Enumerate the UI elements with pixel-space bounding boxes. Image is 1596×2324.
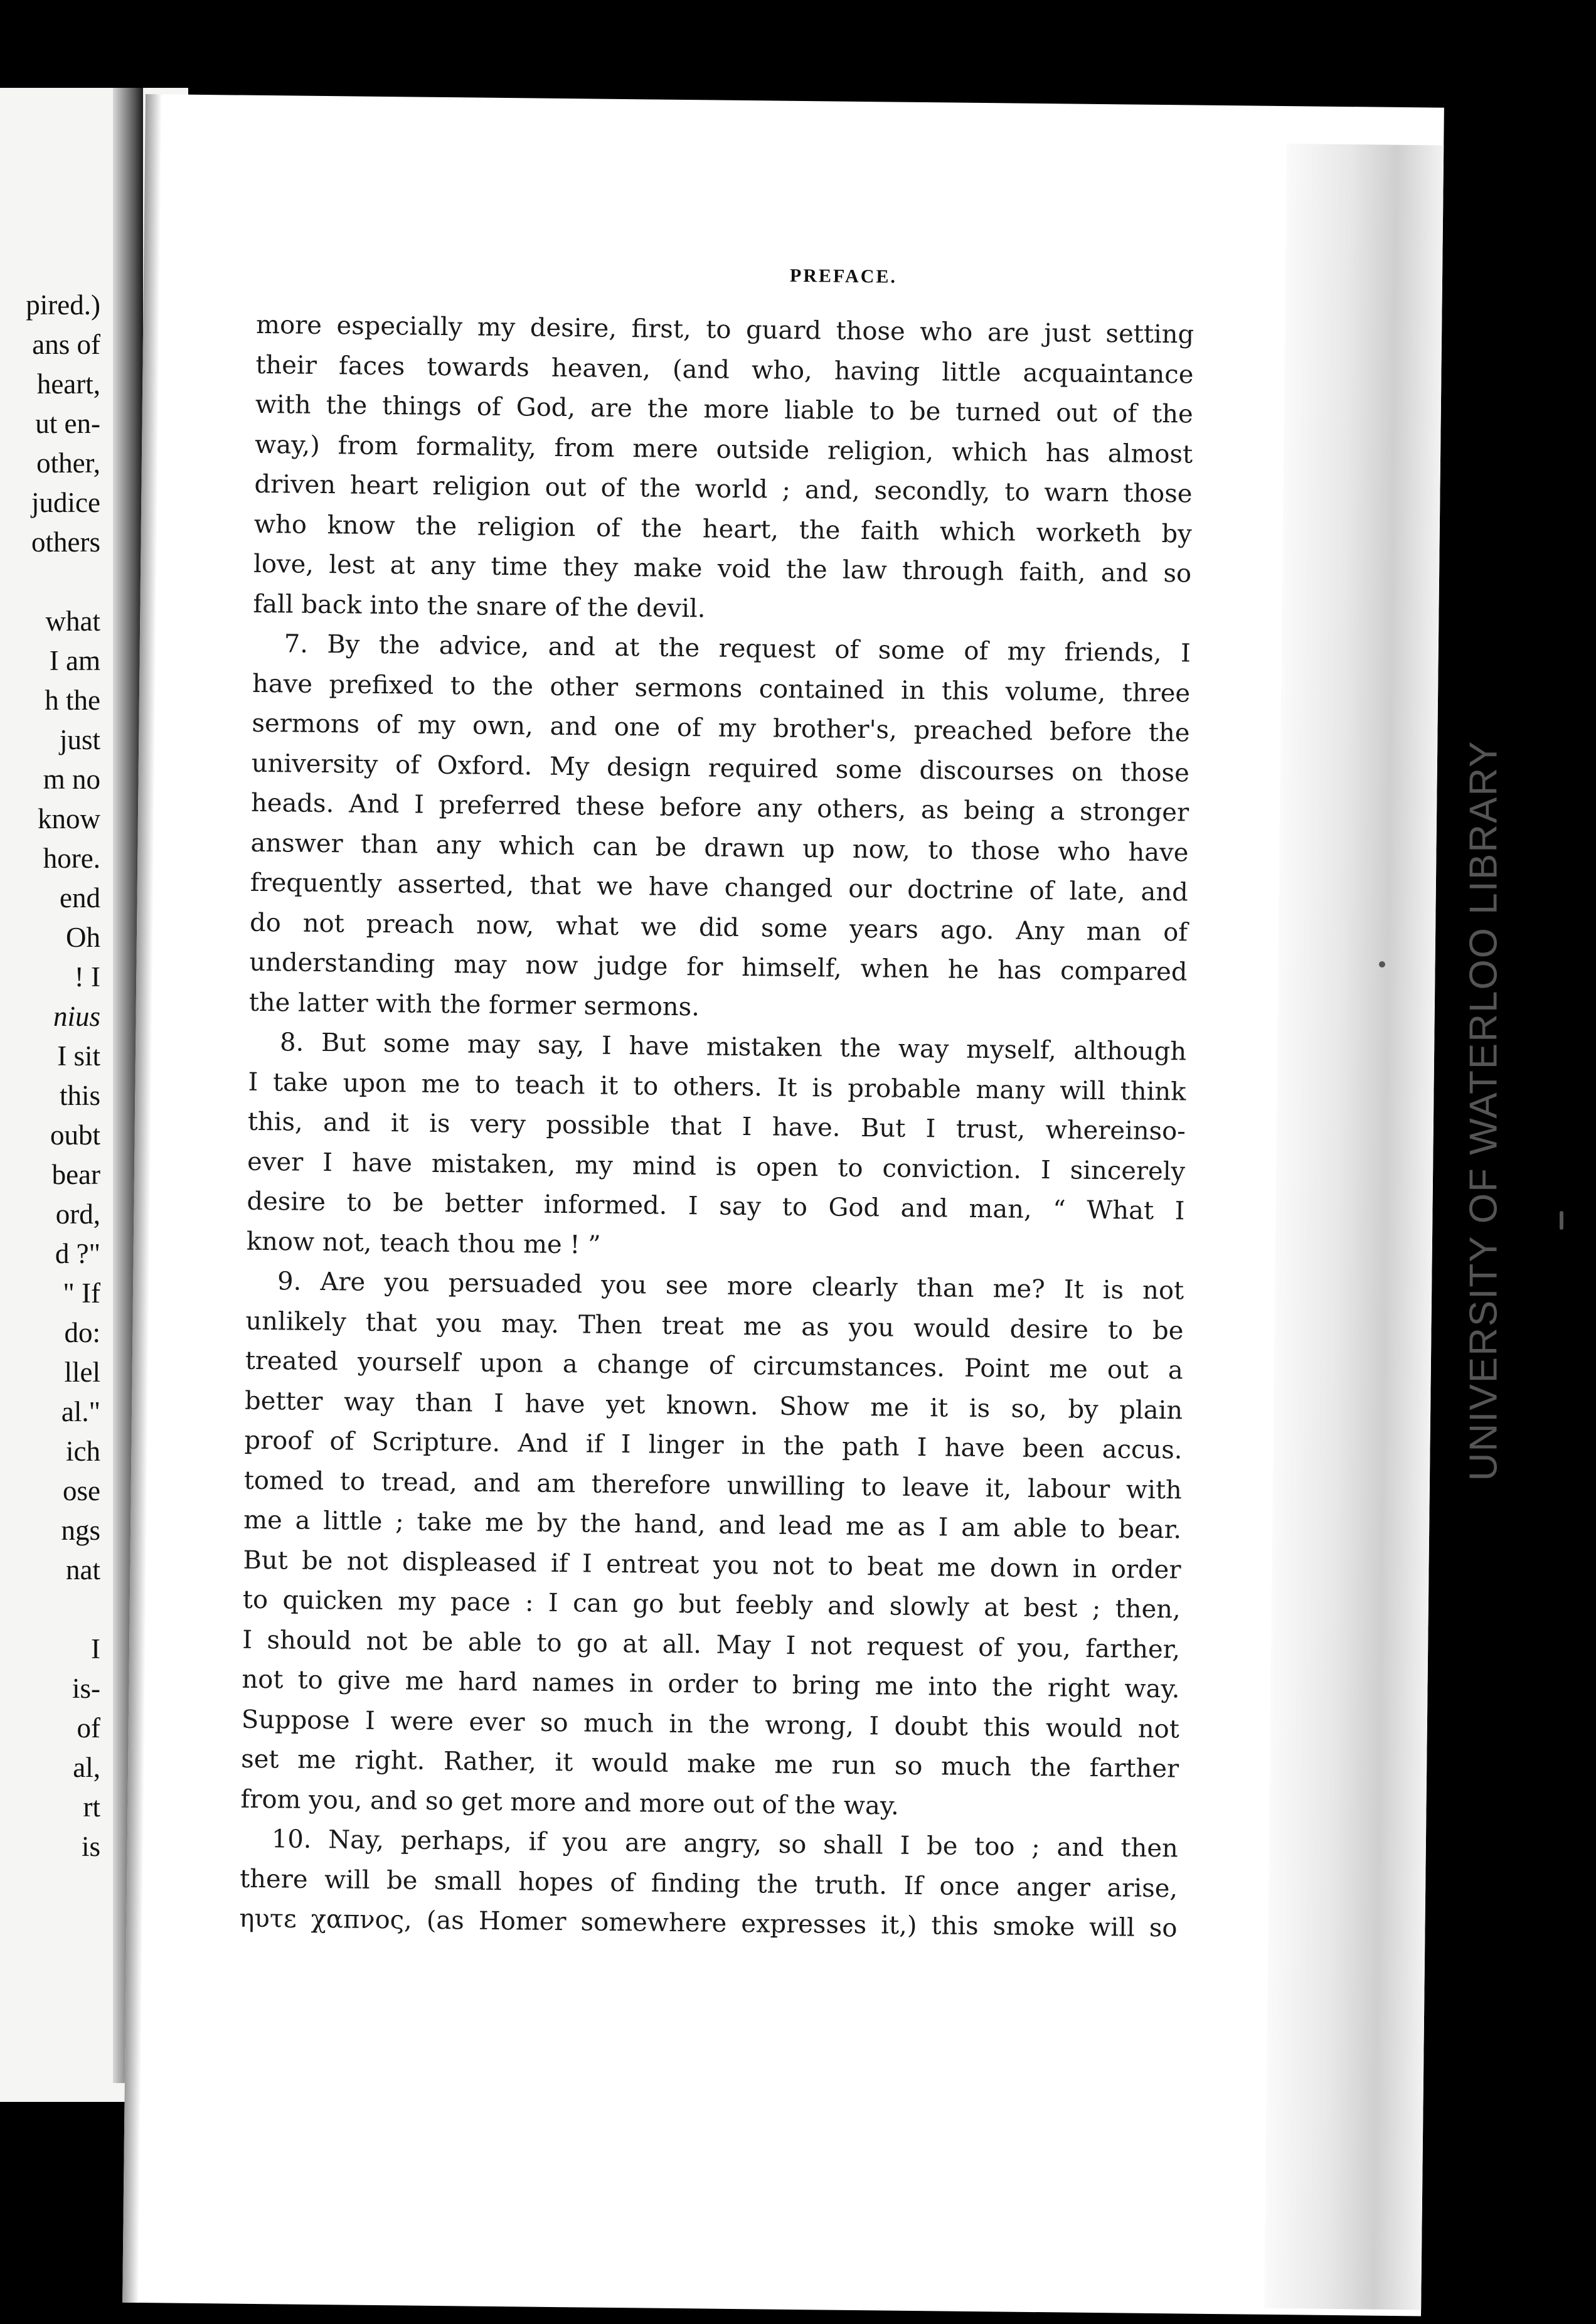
text-line: there will be small hopes of finding the truth. If once anger arise, xyxy=(239,1864,1178,1903)
left-page-line: heart, xyxy=(36,368,100,400)
left-page-line: al." xyxy=(61,1396,100,1427)
left-page-line: Oh xyxy=(66,922,100,953)
left-page-line: h the xyxy=(45,685,100,716)
text-line: do not preach now, what we did some years ago. Any man of xyxy=(249,908,1188,947)
left-page-line: what xyxy=(45,605,100,637)
left-page-line: other, xyxy=(36,447,100,479)
text-line: treated yourself upon a change of circumstances. Point me out a xyxy=(245,1346,1184,1385)
left-page-line: I am xyxy=(49,645,100,676)
left-page-line: I sit xyxy=(57,1040,100,1072)
left-page-line: bear xyxy=(51,1159,100,1190)
left-page-line: m no xyxy=(43,764,100,795)
left-page-line: pired.) xyxy=(26,289,100,321)
text-line: more especially my desire, first, to guard those who are just setting xyxy=(255,310,1194,349)
left-page-line: end xyxy=(60,882,100,914)
left-page-line xyxy=(26,1590,100,1629)
text-line: 9. Are you persuaded you see more clearly than me? It is not xyxy=(277,1267,1184,1306)
left-page-line: " If xyxy=(63,1277,100,1309)
text-line: 8. But some may say, I have mistaken the way myself, although xyxy=(279,1028,1187,1067)
left-page-line: know xyxy=(38,803,100,834)
text-line: have prefixed to the other sermons contained in this volume, three xyxy=(252,669,1191,708)
left-page-line: ich xyxy=(66,1436,100,1467)
left-page-line: of xyxy=(77,1712,100,1744)
left-page-line: ut en- xyxy=(35,408,100,439)
left-page-line: llel xyxy=(64,1357,100,1388)
text-line: way,) from formality, from mere outside religion, which has almost xyxy=(254,430,1193,469)
left-page-line: this xyxy=(59,1080,100,1111)
text-line: 10. Nay, perhaps, if you are angry, so shall I be too ; and then xyxy=(271,1825,1179,1863)
text-line: the latter with the former sermons. xyxy=(248,988,700,1021)
left-page-line: ans of xyxy=(32,329,100,360)
text-line: desire to be better informed. I say to God and man, “ What I xyxy=(247,1186,1185,1226)
text-line: set me right. Rather, it would make me run so much the farther xyxy=(240,1744,1179,1784)
page-edges xyxy=(1264,144,1444,2310)
left-page-line: oubt xyxy=(50,1119,100,1151)
text-line: frequently asserted, that we have changed our doctrine of late, and xyxy=(250,868,1189,907)
left-page-line: rt xyxy=(83,1791,100,1823)
left-page-text xyxy=(26,285,100,1867)
text-line: sermons of my own, and one of my brother's, preached before the xyxy=(252,708,1190,748)
left-page-line: others xyxy=(31,526,100,558)
text-line: better way than I have yet known. Show me it is so, by plain xyxy=(244,1386,1183,1425)
text-line: their faces towards heaven, (and who, having little acquaintance xyxy=(255,350,1194,390)
text-line: But be not displeased if I entreat you not to beat me down in order xyxy=(243,1545,1181,1584)
text-line: answer than any which can be drawn up now, to those who have xyxy=(250,828,1189,867)
right-page xyxy=(122,94,1444,2316)
text-line: I should not be able to go at all. May I not request of you, farther, xyxy=(242,1625,1181,1664)
left-page-line: al, xyxy=(73,1752,100,1783)
left-page-line: is- xyxy=(72,1673,100,1704)
text-line: to quicken my pace : I can go but feebly and slowly at best ; then, xyxy=(242,1585,1181,1624)
left-page-line: nat xyxy=(66,1554,100,1586)
left-page-line: d ?" xyxy=(55,1238,100,1269)
text-line: university of Oxford. My design required some discourses on those xyxy=(251,749,1190,787)
left-page-line: I xyxy=(91,1633,100,1665)
text-line: understanding may now judge for himself, when he has compared xyxy=(249,947,1188,987)
left-page-line: ! I xyxy=(74,961,100,993)
speck-mark xyxy=(1379,961,1385,967)
text-line: Suppose I were ever so much in the wrong, I doubt this would not xyxy=(241,1705,1180,1744)
left-page-line: ose xyxy=(63,1475,100,1506)
body-text xyxy=(239,306,1194,1949)
text-line: fall back into the snare of the devil. xyxy=(253,589,706,623)
left-page-line: do: xyxy=(64,1317,100,1348)
left-page-line: nius xyxy=(53,1001,100,1032)
text-line: heads. And I preferred these before any others, as being a stronger xyxy=(250,788,1189,828)
text-line: who know the religion of the heart, the faith which worketh by xyxy=(253,509,1192,549)
text-line: ηυτε χαπνος, (as Homer somewhere expresses it,) this smoke will so xyxy=(239,1904,1178,1943)
text-line: driven heart religion out of the world ; and, secondly, to warn those xyxy=(254,469,1193,509)
text-line: know not, teach thou me ! ” xyxy=(246,1227,601,1260)
text-line: with the things of God, are the more liable to be turned out of the xyxy=(255,390,1193,429)
left-page-line: ord, xyxy=(55,1198,100,1230)
speck-mark xyxy=(1560,1211,1563,1230)
left-page-line: hore. xyxy=(43,843,100,874)
left-page-line: judice xyxy=(31,487,100,518)
text-line: tomed to tread, and am therefore unwilling to leave it, labour with xyxy=(243,1466,1183,1505)
text-line: I take upon me to teach it to others. It is probable many will think xyxy=(248,1067,1186,1106)
text-line: this, and it is very possible that I have. But I trust, whereinso- xyxy=(247,1107,1186,1146)
text-line: love, lest at any time they make void the law through faith, and so xyxy=(253,549,1192,589)
text-line: not to give me hard names in order to bring me into the right way. xyxy=(242,1665,1180,1704)
text-line: 7. By the advice, and at the request of some of my friends, I xyxy=(284,629,1191,668)
text-line: ever I have mistaken, my mind is open to conviction. I sincerely xyxy=(247,1147,1186,1186)
text-line: me a little ; take me by the hand, and lead me as I am able to bear. xyxy=(243,1505,1182,1545)
left-page-line xyxy=(26,562,100,602)
text-line: from you, and so get more and more out of the way. xyxy=(240,1784,900,1821)
library-stamp-text: UNIVERSITY OF WATERLOO LIBRARY xyxy=(1462,740,1506,1481)
text-line: unlikely that you may. Then treat me as you would desire to be xyxy=(245,1306,1184,1345)
left-page-line: just xyxy=(59,724,100,755)
library-stamp xyxy=(1437,734,1531,1487)
running-head: PREFACE. xyxy=(789,265,898,287)
left-page-line: is xyxy=(81,1831,100,1862)
left-page-line: ngs xyxy=(61,1515,100,1546)
text-line: proof of Scripture. And if I linger in the path I have been accus. xyxy=(244,1426,1183,1465)
